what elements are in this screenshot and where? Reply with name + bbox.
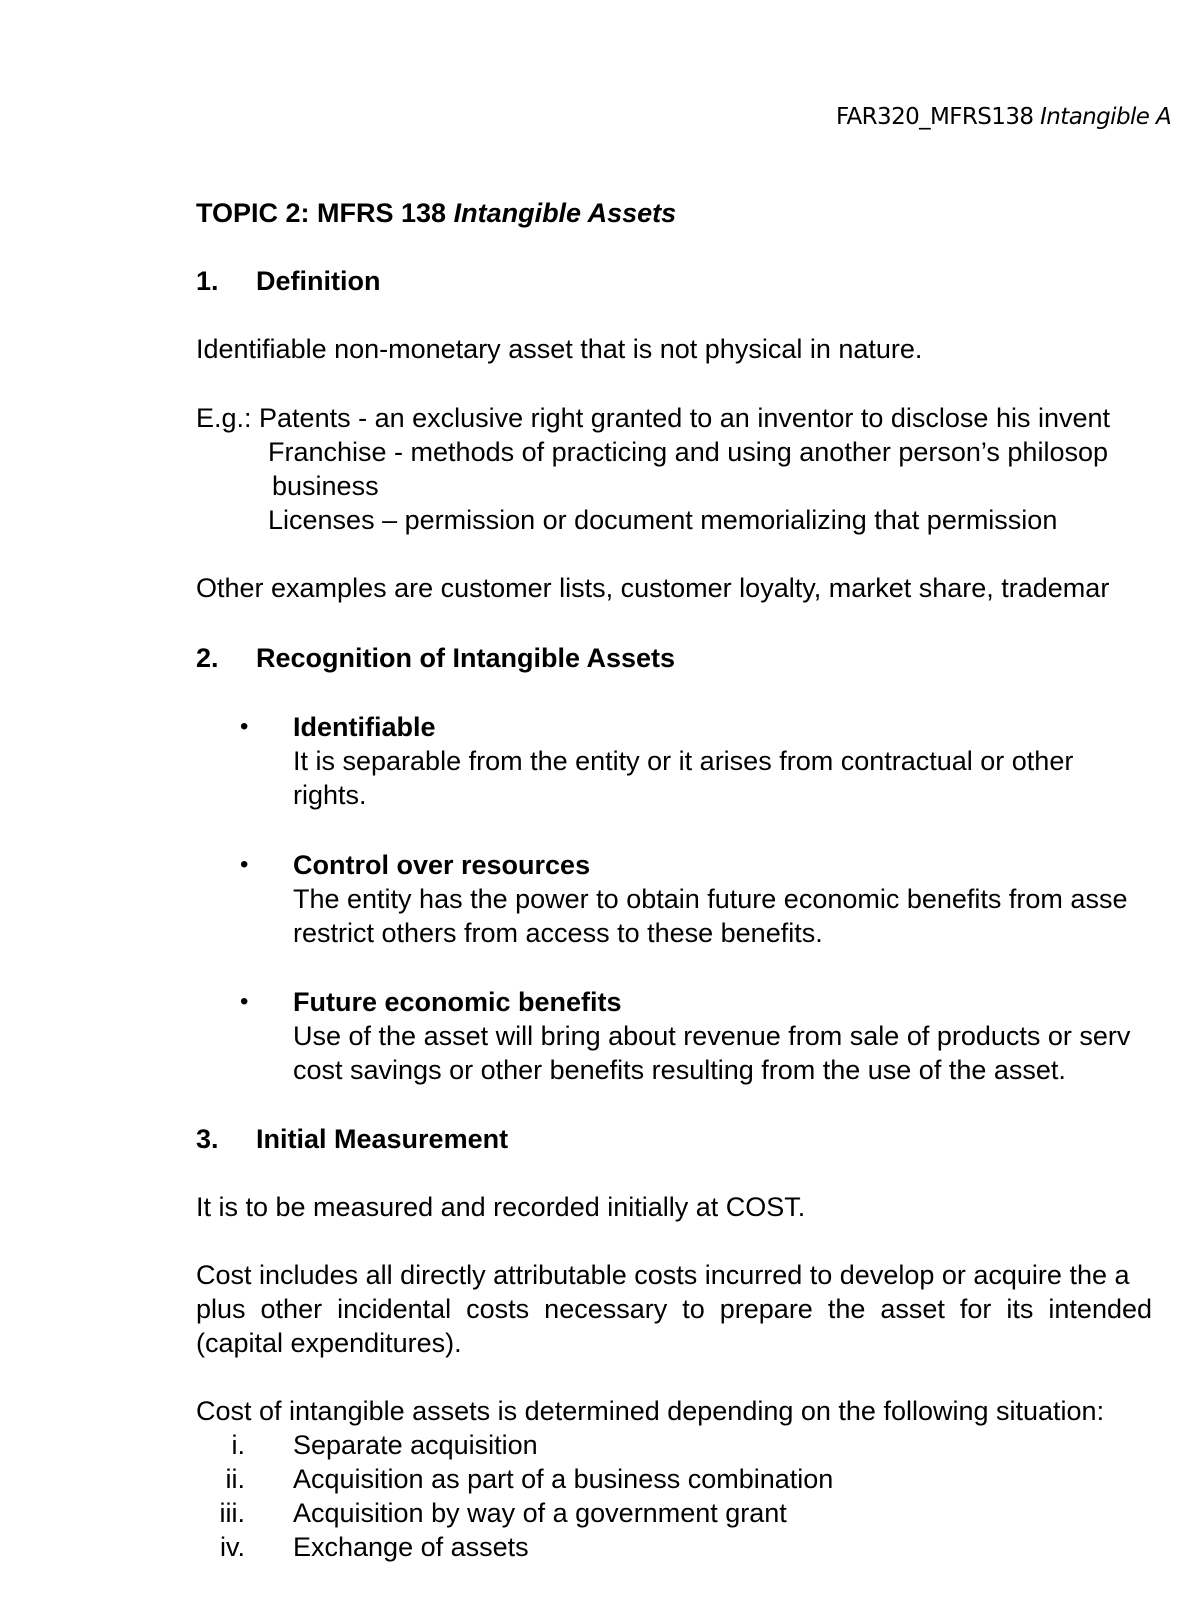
list-numeral: ii. — [225, 1464, 245, 1494]
list-numeral: iii. — [219, 1498, 245, 1528]
situation-intro: Cost of intangible assets is determined depending on the following situation: — [196, 1396, 1105, 1426]
title-prefix: TOPIC 2: MFRS 138 — [196, 198, 454, 228]
bullet-title-control: Control over resources — [293, 850, 591, 880]
running-header — [836, 100, 1171, 134]
example-patents: E.g.: Patents - an exclusive right granted to an inventor to disclose his invent — [196, 403, 1111, 433]
example-franchise-text: methods of practicing and using another person’s philosop — [410, 437, 1108, 467]
section-1-number: 1. — [196, 266, 219, 296]
list-item: Acquisition by way of a government grant — [293, 1498, 787, 1528]
bullet-text: rights. — [293, 780, 367, 810]
example-franchise — [268, 435, 1108, 469]
section-2-number: 2. — [196, 643, 219, 673]
bullet-title-future-benefits: Future economic benefits — [293, 987, 622, 1017]
header-italic: Intangible A — [1040, 104, 1172, 130]
list-numeral: i. — [231, 1430, 245, 1460]
header-code: FAR320_MFRS138 — [836, 104, 1041, 130]
example-franchise-prefix: Franchise - — [268, 437, 411, 467]
cost-para-line: Cost includes all directly attributable costs incurred to develop or acquire the a — [196, 1260, 1130, 1290]
section-2-heading: Recognition of Intangible Assets — [256, 643, 676, 673]
cost-para-line: plus other incidental costs necessary to prepare the asset for its intended — [196, 1294, 1153, 1324]
measurement-para: It is to be measured and recorded initially at COST. — [196, 1192, 806, 1222]
bullet-icon: • — [240, 851, 249, 878]
list-item: Exchange of assets — [293, 1532, 529, 1562]
bullet-icon: • — [240, 988, 249, 1015]
list-numeral: iv. — [220, 1532, 245, 1562]
bullet-icon: • — [240, 713, 249, 740]
definition-text: Identifiable non-monetary asset that is not physical in nature. — [196, 334, 923, 364]
cost-para-line: (capital expenditures). — [196, 1328, 462, 1358]
example-franchise-cont: business — [272, 471, 379, 501]
bullet-text: Use of the asset will bring about revenue from sale of products or serv — [293, 1021, 1131, 1051]
section-1-heading: Definition — [256, 266, 381, 296]
example-licenses: Licenses – permission or document memorializing that permission — [268, 505, 1058, 535]
bullet-title-identifiable: Identifiable — [293, 712, 436, 742]
list-item: Separate acquisition — [293, 1430, 538, 1460]
bullet-text: cost savings or other benefits resulting from the use of the asset. — [293, 1055, 1066, 1085]
section-3-heading: Initial Measurement — [256, 1124, 509, 1154]
bullet-text: restrict others from access to these benefits. — [293, 918, 823, 948]
section-3-number: 3. — [196, 1124, 219, 1154]
bullet-text: The entity has the power to obtain future economic benefits from asse — [293, 884, 1128, 914]
bullet-text: It is separable from the entity or it arises from contractual or other — [293, 746, 1074, 776]
title-italic: Intangible Assets — [453, 198, 677, 228]
other-examples: Other examples are customer lists, customer loyalty, market share, trademar — [196, 573, 1110, 603]
list-item: Acquisition as part of a business combination — [293, 1464, 834, 1494]
page-title — [196, 196, 676, 230]
